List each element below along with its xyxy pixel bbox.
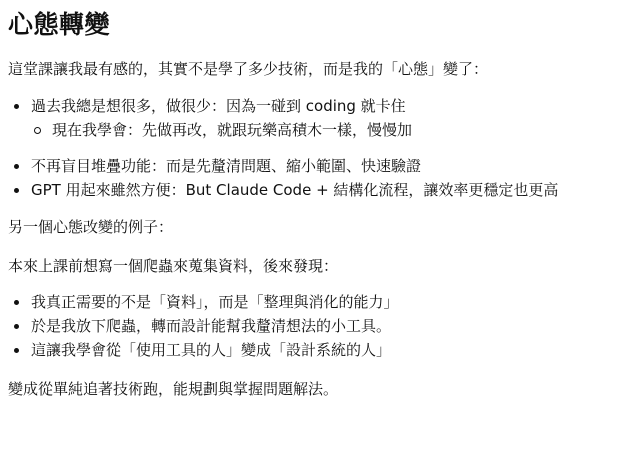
list-item-text: 這讓我學會從「使用工具的人」變成「設計系統的人」 — [31, 341, 392, 359]
list-item-text: 過去我總是想很多，做很少：因為一碰到 coding 就卡住 — [31, 97, 406, 115]
list-item — [8, 94, 632, 118]
bullet-icon — [14, 164, 19, 169]
page-title: 心態轉變 — [8, 10, 111, 39]
example-paragraph: 另一個心態改變的例子： — [8, 218, 174, 236]
bullet-icon — [14, 104, 19, 109]
discovery-paragraph: 本來上課前想寫一個爬蟲來蒐集資料，後來發現： — [8, 257, 339, 275]
intro-paragraph: 這堂課讓我最有感的，其實不是學了多少技術，而是我的「心態」變了： — [8, 60, 489, 78]
list-item-text: 不再盲目堆疊功能：而是先釐清問題、縮小範圍、快速驗證 — [31, 157, 422, 175]
bullet-list-3 — [8, 290, 632, 362]
list-item — [8, 178, 632, 202]
list-item — [8, 154, 632, 178]
list-item — [8, 338, 632, 362]
list-item — [8, 314, 632, 338]
bullet-icon — [14, 348, 19, 353]
bullet-list-2 — [8, 154, 632, 202]
conclusion-paragraph: 變成從單純追著技術跑，能規劃與掌握問題解法。 — [8, 380, 339, 398]
sub-list-item-text: 現在我學會：先做再改，就跟玩樂高積木一樣，慢慢加 — [52, 121, 413, 139]
list-item-text: GPT 用起來雖然方便：But Claude Code + 結構化流程，讓效率更穩定也更高 — [31, 181, 559, 199]
bullet-list-1 — [8, 94, 632, 142]
sub-list-item — [8, 118, 632, 142]
bullet-icon — [14, 300, 19, 305]
list-item-text: 我真正需要的不是「資料」，而是「整理與消化的能力」 — [31, 293, 399, 311]
bullet-icon — [14, 324, 19, 329]
bullet-icon — [14, 188, 19, 193]
hollow-bullet-icon — [34, 127, 41, 134]
list-item — [8, 290, 632, 314]
list-item-text: 於是我放下爬蟲，轉而設計能幫我釐清想法的小工具。 — [31, 317, 392, 335]
